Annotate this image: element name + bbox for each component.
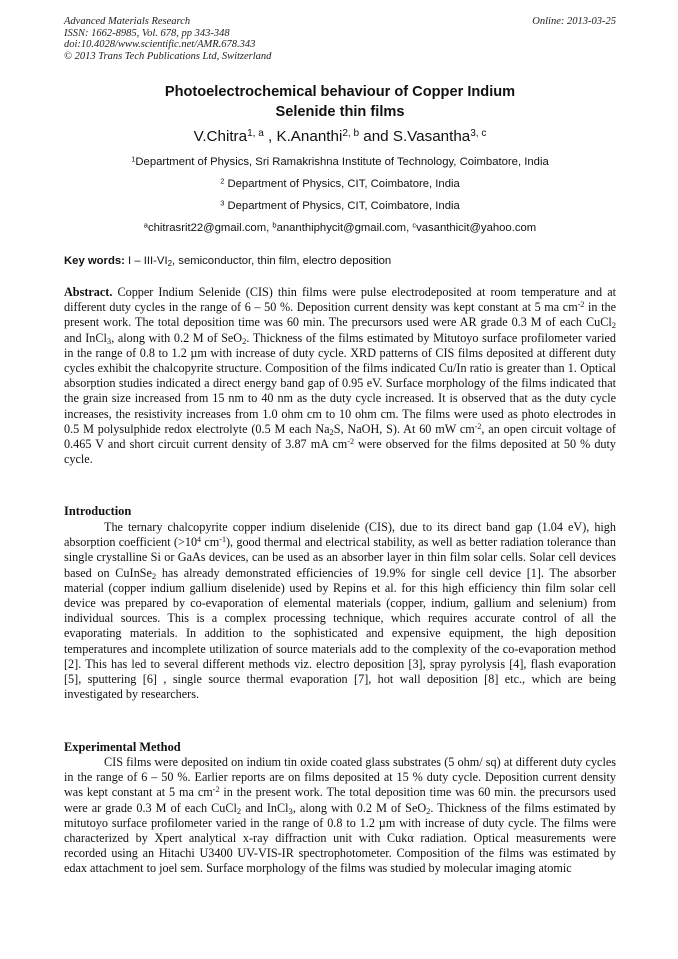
author-sep-2: and: [359, 128, 393, 145]
affiliation-3: [64, 200, 616, 212]
journal-issn: ISSN: 1662-8985, Vol. 678, pp 343-348: [64, 27, 230, 39]
keywords-text-2: , semiconductor, thin film, electro deposition: [172, 255, 392, 267]
email-b-mark: b: [272, 220, 277, 230]
author-1: V.Chitra: [193, 128, 248, 145]
affiliation-3-text: Department of Physics, CIT, Coimbatore, India: [224, 200, 460, 212]
experimental-sub: 2: [236, 805, 242, 816]
experimental-text: and InCl: [241, 800, 289, 815]
introduction-text: ), good thermal and electrical stability, as well as better radiation tolerance than single crystalline Si or GaAs devices, can be used as an absorber layer in thin film solar cells. Solar cell devices based on CuInSe: [64, 535, 616, 580]
experimental-text: , along with 0.2 M of SeO: [292, 800, 427, 815]
author-list: [64, 128, 616, 145]
affiliation-2-num: 2: [220, 176, 225, 186]
journal-copyright: © 2013 Trans Tech Publications Ltd, Switzerland: [64, 50, 272, 62]
email-2[interactable]: ananthiphycit@gmail.com,: [276, 222, 413, 234]
email-c-mark: c: [412, 220, 417, 230]
abstract-sup: -2: [347, 437, 354, 447]
author-sep-1: ,: [263, 128, 277, 145]
introduction-text: cm: [201, 535, 220, 550]
online-date: Online: 2013-03-25: [532, 16, 616, 27]
introduction-text: The ternary chalcopyrite copper indium diselenide (CIS), due to its direct band gap (1.04 eV), high absorption coefficient (>10: [64, 520, 616, 550]
journal-name: Advanced Materials Research: [64, 16, 191, 27]
affiliation-1-text: Department of Physics, Sri Ramakrishna Institute of Technology, Coimbatore, India: [135, 156, 549, 168]
title-line-1: Photoelectrochemical behaviour of Copper Indium: [164, 84, 516, 100]
abstract-sup: -2: [474, 421, 482, 431]
abstract-paragraph: [64, 285, 616, 467]
affiliation-3-num: 3: [220, 198, 225, 208]
introduction-heading: Introduction: [64, 504, 132, 518]
email-3[interactable]: vasanthicit@yahoo.com: [416, 222, 537, 234]
abstract-text: , an open circuit voltage of 0.465 V and short circuit current density of 3.87 mA cm: [64, 421, 616, 452]
experimental-text: in the present work. The total deposition time was 60 min. the precursors used were ar grade 0.3 M of each CuCl: [64, 785, 616, 815]
experimental-text: . Thickness of the films estimated by mitutoyo surface profilometer varied in the range of 0.8 to 1.2 µm with increase of duty cycle. The films were characterized by Xpert analytical x-ray diffraction unit with Cukα radiation. Optical measurements were recorded using an Hitachi U3400 UV-VIS-IR spectrophotometer. Composition of the films was estimated by edax attachment to joel sem. Surface morphology of the films was studied by molecular imaging atomic: [64, 800, 616, 876]
author-2: K.Ananthi: [276, 128, 343, 145]
keywords-label: Key words:: [64, 255, 125, 267]
introduction-sub: 2: [151, 570, 157, 581]
introduction-sup: 4: [197, 535, 202, 545]
experimental-paragraph: [64, 755, 616, 877]
journal-header: [64, 16, 616, 62]
abstract-sub: 2: [242, 335, 247, 346]
abstract-text: and InCl: [64, 330, 107, 345]
keywords-text-1: I – III-VI: [124, 255, 168, 267]
author-emails: [64, 222, 616, 234]
introduction-text: has already demonstrated efficiencies of 19.9% for single cell device [1]. The absorber material (copper indium gallium diselenide) used by Repins et al. for this high efficiency thin film solar cell device was prepared by co-evaporation of elemental materials (copper, indium, gallium and selenium) from individual sources. This is a complex processing technique, which requires accurate control of all the evaporating materials. In addition to the sophisticated and expensive equipment, the high deposition temperatures and incomplete utilization of source materials add to the complexity of the co-evaporation method [2]. This has led to several different methods viz. electro deposition [3], spray pyrolysis [4], flash evaporation [5], sputtering [6] , single source thermal evaporation [7], hot wall deposition [8] etc., which are being investigated by researchers.: [64, 565, 617, 702]
affiliation-2: [64, 178, 616, 190]
abstract-text: . Thickness of the films estimated by Mitutoyo surface profilometer varied in the range of 0.8 to 1.2 µm with increase of duty cycle. XRD patterns of CIS films deposited at different duty cycles exhibit the chalcopyrite structure. Composition of the films indicated Cu/In ratio is greater than 1. Optical absorption studies indicated a direct energy band gap of 0.95 eV. Surface morphology of the films indicated that the grain size increased from 15 nm to 40 nm as the duty cycle increased. It is observed that as the duty cycle increases, the resistivity increases from 1.0 ohm cm to 10 ohm cm. The films were used as photo electrodes in 0.5 M polysulphide redox electrolyte (0.5 M each Na: [64, 330, 616, 436]
affiliation-1-num: 1: [131, 154, 136, 164]
keywords-sub: 2: [167, 258, 173, 268]
introduction-paragraph: [64, 520, 616, 702]
affiliation-2-text: Department of Physics, CIT, Coimbatore, India: [224, 178, 460, 190]
abstract-text: S, NaOH, S). At 60 mW cm: [333, 421, 475, 436]
abstract-label: Abstract.: [64, 285, 113, 299]
abstract-sub: 2: [611, 320, 616, 331]
abstract-text: , along with 0.2 M of SeO: [111, 330, 243, 345]
experimental-sub: 3: [288, 805, 293, 816]
affiliation-1: [64, 156, 616, 168]
introduction-sup: -1: [219, 535, 226, 545]
keywords: [64, 255, 616, 267]
author-2-sup: 2, b: [342, 127, 360, 139]
paper-title: [64, 82, 616, 122]
experimental-text: CIS films were deposited on indium tin oxide coated glass substrates (5 ohm/ sq) at different duty cycles in the range of 6 – 50 %. Earlier reports are on films deposited at 15 % duty cycle. Deposition current density was kept constant at 5 ma cm: [64, 755, 616, 800]
author-3: S.Vasantha: [392, 128, 471, 145]
email-a-mark: a: [143, 220, 148, 230]
experimental-heading: Experimental Method: [64, 740, 181, 754]
experimental-sub: 2: [426, 805, 431, 816]
abstract-text: Copper Indium Selenide (CIS) thin films were pulse electrodeposited at room temperature and at different duty cycles in the range of 6 – 50 %. Deposition current density was kept constant at 5 ma cm: [64, 285, 616, 315]
abstract-text: in the present work. The total deposition time was 60 min. The precursors used were AR grade 0.3 M of each CuCl: [64, 300, 617, 330]
abstract-sup: -2: [577, 300, 585, 310]
author-1-sup: 1, a: [247, 127, 264, 139]
author-3-sup: 3, c: [470, 127, 487, 139]
email-1[interactable]: chitrasrit22@gmail.com,: [147, 222, 273, 234]
abstract-sub: 2: [329, 426, 334, 437]
abstract-text: were observed for the films deposited at 50 % duty cycle.: [64, 437, 616, 467]
experimental-sup: -2: [212, 785, 220, 795]
abstract-sub: 3: [106, 335, 112, 346]
journal-doi: doi:10.4028/www.scientific.net/AMR.678.343: [64, 39, 256, 51]
title-line-2: Selenide thin films: [275, 104, 405, 120]
